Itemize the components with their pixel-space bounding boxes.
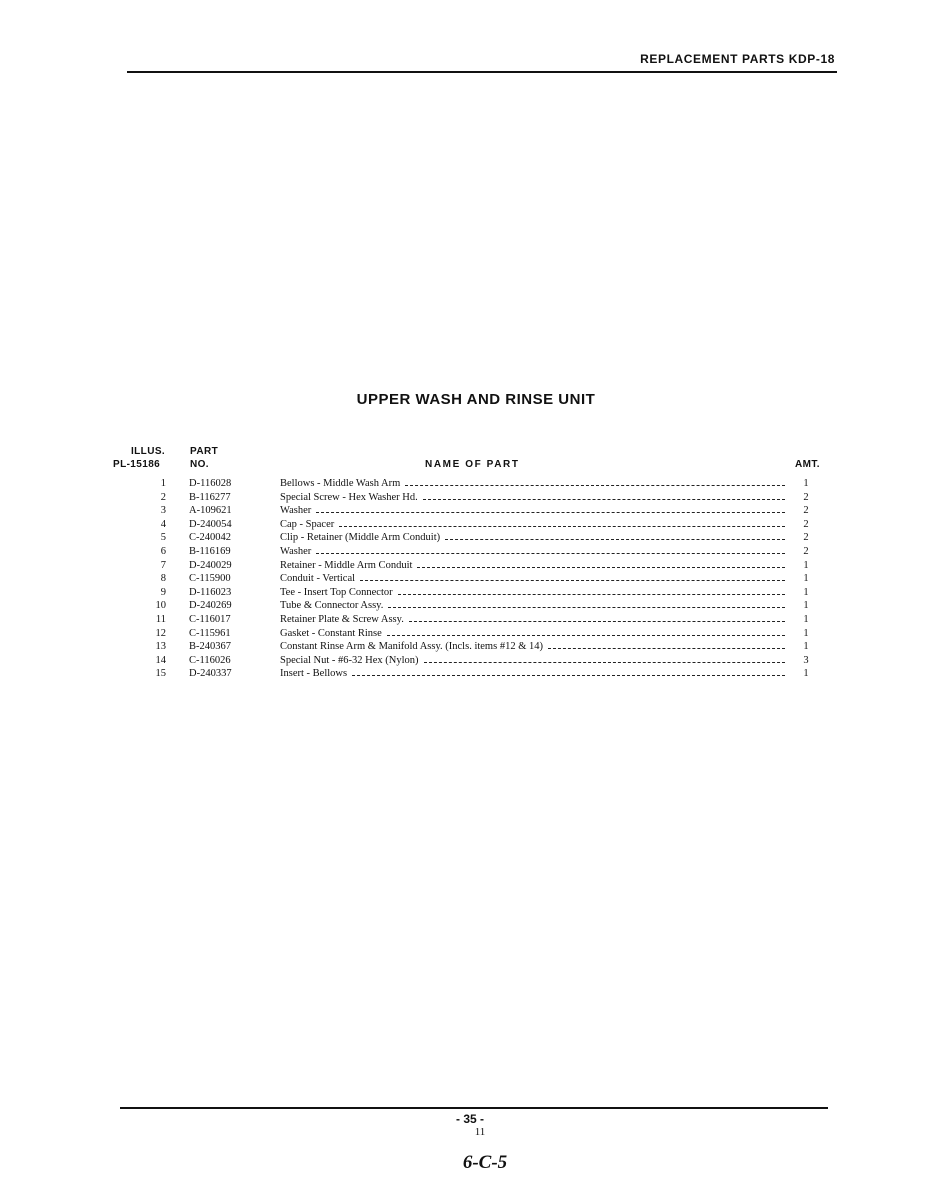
illus-number: 9 bbox=[160, 586, 166, 598]
part-name: Gasket - Constant Rinse bbox=[280, 627, 382, 639]
illus-number: 1 bbox=[160, 478, 166, 489]
parts-row bbox=[0, 667, 943, 681]
parts-row bbox=[0, 518, 943, 532]
leader-line bbox=[388, 607, 785, 608]
parts-row bbox=[0, 531, 943, 545]
part-amount: 2 bbox=[803, 518, 809, 530]
column-header-amount: AMT. bbox=[795, 459, 820, 470]
leader-line bbox=[316, 512, 785, 513]
column-header-illus-ref: PL-15186 bbox=[113, 459, 161, 470]
part-amount: 1 bbox=[803, 613, 809, 625]
part-number: D-240269 bbox=[189, 600, 232, 612]
part-amount: 3 bbox=[803, 654, 809, 666]
part-name-line bbox=[280, 491, 785, 505]
part-number: B-240367 bbox=[189, 641, 231, 653]
leader-line bbox=[316, 553, 785, 554]
parts-row bbox=[0, 559, 943, 573]
part-amount: 2 bbox=[803, 545, 809, 557]
parts-row bbox=[0, 613, 943, 627]
parts-row bbox=[0, 654, 943, 668]
part-name-line bbox=[280, 572, 785, 586]
part-number: D-240029 bbox=[189, 559, 232, 571]
part-name-line bbox=[280, 545, 785, 559]
illus-number: 5 bbox=[160, 532, 166, 544]
part-amount: 1 bbox=[803, 573, 809, 585]
part-name: Special Nut - #6-32 Hex (Nylon) bbox=[280, 654, 419, 666]
illus-number: 2 bbox=[160, 491, 166, 503]
parts-row bbox=[0, 504, 943, 518]
footer-rule bbox=[120, 1107, 828, 1109]
parts-row bbox=[0, 586, 943, 600]
leader-line bbox=[424, 662, 785, 663]
illus-number: 14 bbox=[155, 654, 166, 666]
part-amount: 1 bbox=[803, 559, 809, 571]
part-number: C-115900 bbox=[189, 573, 231, 585]
part-amount: 1 bbox=[803, 478, 809, 489]
part-name-line bbox=[280, 654, 785, 668]
part-name: Clip - Retainer (Middle Arm Conduit) bbox=[280, 532, 441, 544]
illus-number: 10 bbox=[155, 600, 166, 612]
column-header-illus: ILLUS. bbox=[131, 446, 166, 457]
part-name-line bbox=[280, 518, 785, 532]
part-number: A-109621 bbox=[189, 505, 232, 517]
part-name: Washer bbox=[280, 505, 312, 517]
part-name-line bbox=[280, 627, 785, 641]
illus-number: 15 bbox=[155, 668, 166, 680]
part-number: C-115961 bbox=[189, 627, 231, 639]
header-rule bbox=[127, 71, 837, 73]
part-number: D-240054 bbox=[189, 518, 232, 530]
part-number: C-116017 bbox=[189, 613, 231, 625]
part-amount: 1 bbox=[803, 668, 809, 680]
leader-line bbox=[417, 567, 785, 568]
part-amount: 1 bbox=[803, 586, 809, 598]
leader-line bbox=[405, 485, 785, 486]
parts-row bbox=[0, 572, 943, 586]
illus-number: 4 bbox=[160, 518, 166, 530]
column-header-part: PART bbox=[190, 446, 219, 457]
part-amount: 1 bbox=[803, 641, 809, 653]
illus-number: 7 bbox=[160, 559, 166, 571]
part-name-line bbox=[280, 559, 785, 573]
illus-number: 3 bbox=[160, 505, 166, 517]
page-number: - 35 - bbox=[455, 1112, 484, 1126]
part-name: Tee - Insert Top Connector bbox=[280, 586, 393, 598]
parts-row bbox=[0, 599, 943, 613]
illus-number: 8 bbox=[160, 573, 166, 585]
page-sub-mark: 11 bbox=[474, 1126, 486, 1138]
illus-number: 12 bbox=[155, 627, 166, 639]
leader-line bbox=[387, 635, 785, 636]
leader-line bbox=[352, 675, 785, 676]
part-name-line bbox=[280, 599, 785, 613]
part-amount: 1 bbox=[803, 627, 809, 639]
parts-row bbox=[0, 640, 943, 654]
part-name-line bbox=[280, 586, 785, 600]
part-name-line bbox=[280, 531, 785, 545]
column-header-part-no: NO. bbox=[190, 459, 209, 470]
part-amount: 2 bbox=[803, 505, 809, 517]
page-header-title: REPLACEMENT PARTS KDP-18 bbox=[640, 52, 835, 66]
column-header-name: NAME OF PART bbox=[425, 459, 520, 470]
illus-number: 6 bbox=[160, 545, 166, 557]
leader-line bbox=[339, 526, 785, 527]
parts-list bbox=[0, 477, 943, 681]
leader-line bbox=[548, 648, 785, 649]
part-number: D-240337 bbox=[189, 668, 232, 680]
part-name: Washer bbox=[280, 545, 312, 557]
part-number: B-116277 bbox=[189, 491, 231, 503]
part-name: Insert - Bellows bbox=[280, 668, 348, 680]
parts-row bbox=[0, 477, 943, 491]
part-name: Tube & Connector Assy. bbox=[280, 600, 384, 612]
leader-line bbox=[360, 580, 785, 581]
leader-line bbox=[445, 539, 785, 540]
part-amount: 1 bbox=[803, 600, 809, 612]
part-amount: 2 bbox=[803, 491, 809, 503]
illus-number: 11 bbox=[155, 613, 166, 625]
illus-number: 13 bbox=[155, 641, 166, 653]
parts-row bbox=[0, 627, 943, 641]
part-name-line bbox=[280, 640, 785, 654]
parts-row bbox=[0, 491, 943, 505]
leader-line bbox=[398, 594, 785, 595]
part-name-line bbox=[280, 667, 785, 681]
handwritten-note: 6-C-5 bbox=[462, 1152, 508, 1173]
part-name-line bbox=[280, 504, 785, 518]
part-name: Cap - Spacer bbox=[280, 518, 335, 530]
part-number: C-240042 bbox=[189, 532, 231, 544]
part-number: D-116028 bbox=[189, 478, 232, 489]
leader-line bbox=[423, 499, 785, 500]
part-name: Conduit - Vertical bbox=[280, 573, 356, 585]
part-name: Retainer Plate & Screw Assy. bbox=[280, 613, 404, 625]
part-name-line bbox=[280, 477, 785, 491]
part-name-line bbox=[280, 613, 785, 627]
part-number: D-116023 bbox=[189, 586, 232, 598]
part-number: C-116026 bbox=[189, 654, 231, 666]
part-name: Special Screw - Hex Washer Hd. bbox=[280, 491, 418, 503]
part-name: Bellows - Middle Wash Arm bbox=[280, 478, 401, 489]
part-name: Constant Rinse Arm & Manifold Assy. (Incls. items #12 & 14) bbox=[280, 641, 543, 653]
leader-line bbox=[409, 621, 785, 622]
section-title: UPPER WASH AND RINSE UNIT bbox=[356, 391, 596, 408]
parts-row bbox=[0, 545, 943, 559]
part-amount: 2 bbox=[803, 532, 809, 544]
part-number: B-116169 bbox=[189, 545, 231, 557]
part-name: Retainer - Middle Arm Conduit bbox=[280, 559, 413, 571]
